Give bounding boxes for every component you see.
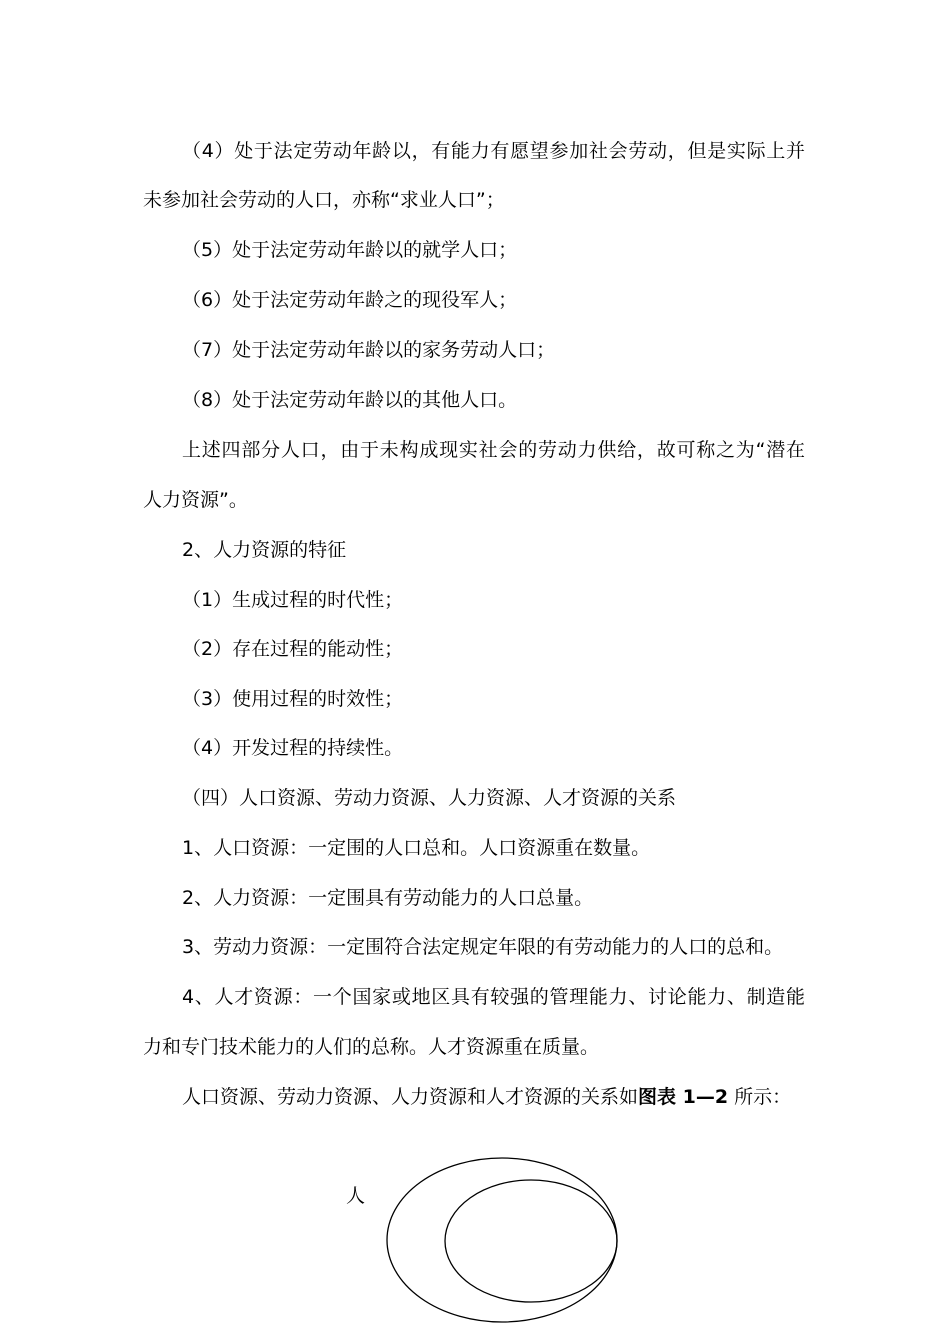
paragraph-7: （7）处于法定劳动年龄以的家务劳动人口； xyxy=(182,339,556,361)
feature-2: （2）存在过程的能动性； xyxy=(182,638,404,660)
paragraph-5: （5）处于法定劳动年龄以的就学人口； xyxy=(182,239,518,261)
diagram-label: 人 xyxy=(346,1185,366,1207)
section-heading-relations: （四）人口资源、劳动力资源、人力资源、人才资源的关系 xyxy=(182,787,677,809)
figure-reference xyxy=(182,1085,791,1109)
outer-ellipse xyxy=(387,1158,617,1322)
feature-4: （4）开发过程的持续性。 xyxy=(182,737,404,759)
feature-1: （1）生成过程的时代性； xyxy=(182,589,404,611)
figure-reference-suffix: 所示： xyxy=(728,1086,792,1108)
definition-human: 2、人力资源：一定围具有劳动能力的人口总量。 xyxy=(182,887,594,909)
definition-population: 1、人口资源：一定围的人口总和。人口资源重在数量。 xyxy=(182,837,651,859)
paragraph-8: （8）处于法定劳动年龄以的其他人口。 xyxy=(182,389,518,411)
figure-reference-text: 人口资源、劳动力资源、人力资源和人才资源的关系如 xyxy=(182,1086,639,1108)
summary-line1: 上述四部分人口，由于未构成现实社会的劳动力供给，故可称之为“潜在 xyxy=(182,439,805,461)
definition-talent-line2: 力和专门技术能力的人们的总称。人才资源重在质量。 xyxy=(143,1036,600,1058)
summary-line2: 人力资源”。 xyxy=(143,489,248,511)
venn-diagram xyxy=(380,1150,630,1344)
definition-labor: 3、劳动力资源：一定围符合法定规定年限的有劳动能力的人口的总和。 xyxy=(182,936,784,958)
feature-3: （3）使用过程的时效性； xyxy=(182,688,404,710)
inner-ellipse xyxy=(445,1180,617,1302)
section-heading-features: 2、人力资源的特征 xyxy=(182,539,347,561)
paragraph-6: （6）处于法定劳动年龄之的现役军人； xyxy=(182,289,518,311)
paragraph-4-line2: 未参加社会劳动的人口，亦称“求业人口”； xyxy=(143,189,505,211)
definition-talent-line1: 4、人才资源：一个国家或地区具有较强的管理能力、讨论能力、制造能 xyxy=(182,986,805,1008)
figure-reference-label: 图表 1—2 xyxy=(638,1086,729,1108)
paragraph-4-line1: （4）处于法定劳动年龄以，有能力有愿望参加社会劳动，但是实际上并 xyxy=(182,140,805,162)
